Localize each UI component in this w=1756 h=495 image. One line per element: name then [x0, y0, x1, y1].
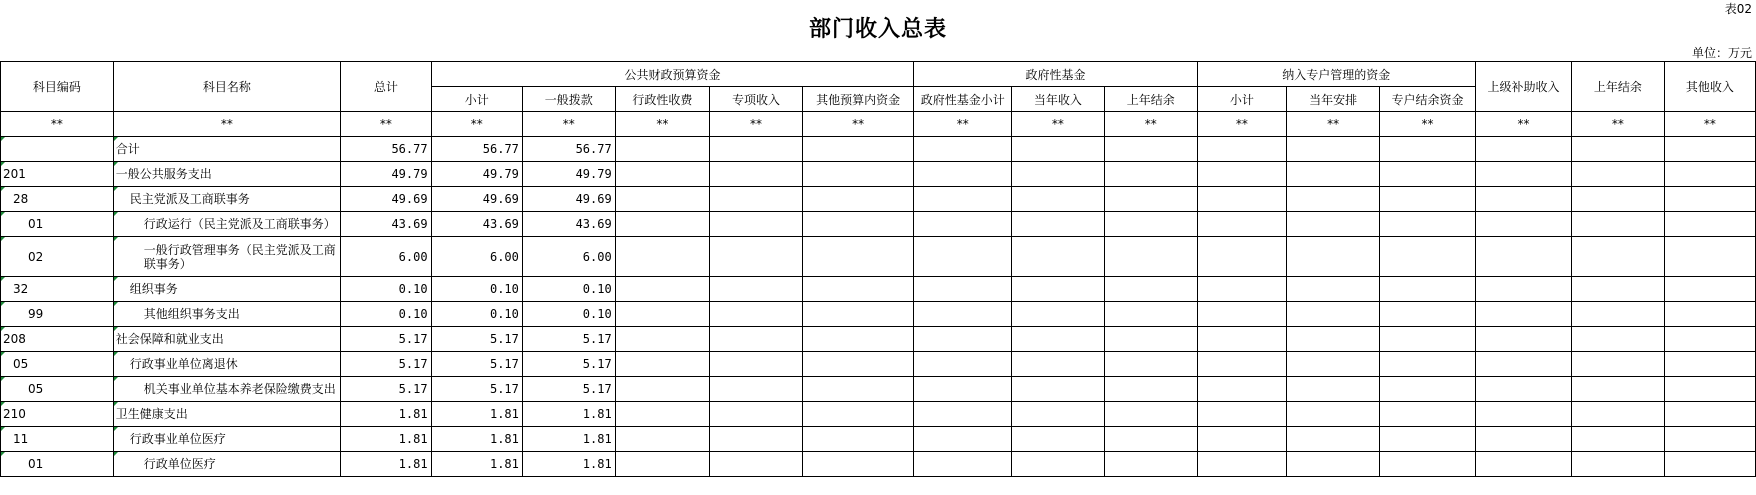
table-row — [1, 187, 1756, 212]
marker-cell: ** — [615, 112, 709, 137]
empty-cell — [1476, 402, 1572, 427]
empty-cell — [1197, 377, 1287, 402]
item-name-cell — [113, 327, 340, 352]
empty-cell — [914, 237, 1012, 277]
empty-cell — [1664, 212, 1755, 237]
empty-cell — [802, 237, 913, 277]
empty-cell — [1287, 187, 1380, 212]
empty-cell — [1476, 352, 1572, 377]
marker-cell: ** — [1379, 112, 1475, 137]
page-title: 部门收入总表 — [808, 16, 947, 42]
empty-cell — [1012, 427, 1105, 452]
empty-cell — [802, 137, 913, 162]
item-name-cell — [113, 237, 340, 277]
empty-cell — [1012, 237, 1105, 277]
empty-cell — [1664, 377, 1755, 402]
total-cell: 0.10 — [341, 277, 431, 302]
item-code-cell: 99 — [1, 302, 114, 327]
empty-cell — [1104, 212, 1197, 237]
empty-cell — [914, 162, 1012, 187]
general-cell: 5.17 — [522, 377, 615, 402]
col-header-gov-current: 当年收入 — [1012, 87, 1105, 112]
empty-cell — [710, 212, 803, 237]
empty-cell — [1197, 427, 1287, 452]
empty-cell — [1664, 137, 1755, 162]
empty-cell — [1197, 162, 1287, 187]
empty-cell — [1012, 402, 1105, 427]
empty-cell — [615, 352, 709, 377]
item-name-cell — [113, 302, 340, 327]
subtotal-cell: 5.17 — [431, 352, 522, 377]
subtotal-cell: 43.69 — [431, 212, 522, 237]
item-code-cell: 201 — [1, 162, 114, 187]
col-header-total: 总计 — [341, 62, 431, 112]
empty-cell — [1287, 352, 1380, 377]
empty-cell — [1287, 377, 1380, 402]
empty-cell — [1012, 277, 1105, 302]
col-header-sp-carry: 专户结余资金 — [1379, 87, 1475, 112]
empty-cell — [710, 427, 803, 452]
empty-cell — [1572, 352, 1665, 377]
empty-cell — [1476, 302, 1572, 327]
table-row — [1, 162, 1756, 187]
marker-cell: ** — [1, 112, 114, 137]
marker-cell: ** — [431, 112, 522, 137]
empty-cell — [1287, 212, 1380, 237]
item-name-text: 其他组织事务支出 — [143, 307, 240, 321]
empty-cell — [710, 352, 803, 377]
general-cell: 5.17 — [522, 352, 615, 377]
col-header-admin-fee: 行政性收费 — [615, 87, 709, 112]
table-row — [1, 377, 1756, 402]
total-cell: 5.17 — [341, 352, 431, 377]
empty-cell — [1664, 427, 1755, 452]
subtotal-cell: 56.77 — [431, 137, 522, 162]
subtotal-cell: 49.69 — [431, 187, 522, 212]
total-cell: 1.81 — [341, 427, 431, 452]
empty-cell — [615, 402, 709, 427]
empty-cell — [914, 327, 1012, 352]
col-header-prev-carry: 上年结余 — [1572, 62, 1665, 112]
item-name-text: 机关事业单位基本养老保险缴费支出 — [143, 382, 336, 396]
empty-cell — [1572, 377, 1665, 402]
col-header-other-income: 其他收入 — [1664, 62, 1755, 112]
empty-cell — [1197, 327, 1287, 352]
empty-cell — [914, 402, 1012, 427]
empty-cell — [1664, 352, 1755, 377]
empty-cell — [1476, 377, 1572, 402]
empty-cell — [1197, 137, 1287, 162]
item-name-cell — [113, 427, 340, 452]
table-row — [1, 302, 1756, 327]
general-cell: 1.81 — [522, 427, 615, 452]
empty-cell — [802, 377, 913, 402]
table-row — [1, 137, 1756, 162]
empty-cell — [1572, 402, 1665, 427]
total-cell: 6.00 — [341, 237, 431, 277]
empty-cell — [615, 187, 709, 212]
marker-cell: ** — [710, 112, 803, 137]
total-cell: 0.10 — [341, 302, 431, 327]
item-name-text: 行政事业单位医疗 — [129, 432, 226, 446]
marker-cell: ** — [522, 112, 615, 137]
general-cell: 49.69 — [522, 187, 615, 212]
table-row — [1, 427, 1756, 452]
subtotal-cell: 1.81 — [431, 452, 522, 477]
empty-cell — [1664, 237, 1755, 277]
empty-cell — [1104, 277, 1197, 302]
item-name-text: 社会保障和就业支出 — [115, 332, 224, 346]
item-name-cell — [113, 377, 340, 402]
item-code-cell: 05 — [1, 352, 114, 377]
item-name-cell — [113, 137, 340, 162]
empty-cell — [914, 212, 1012, 237]
empty-cell — [1197, 277, 1287, 302]
empty-cell — [1664, 402, 1755, 427]
empty-cell — [1287, 277, 1380, 302]
subtotal-cell: 0.10 — [431, 277, 522, 302]
marker-cell: ** — [1572, 112, 1665, 137]
empty-cell — [914, 187, 1012, 212]
empty-cell — [1197, 237, 1287, 277]
empty-cell — [802, 162, 913, 187]
col-header-superior: 上级补助收入 — [1476, 62, 1572, 112]
empty-cell — [615, 162, 709, 187]
empty-cell — [1664, 187, 1755, 212]
empty-cell — [1012, 212, 1105, 237]
empty-cell — [710, 302, 803, 327]
empty-cell — [1572, 137, 1665, 162]
empty-cell — [1476, 187, 1572, 212]
empty-cell — [1476, 162, 1572, 187]
empty-cell — [914, 352, 1012, 377]
empty-cell — [615, 452, 709, 477]
empty-cell — [1104, 452, 1197, 477]
empty-cell — [1287, 302, 1380, 327]
marker-cell: ** — [1197, 112, 1287, 137]
empty-cell — [1664, 277, 1755, 302]
empty-cell — [802, 187, 913, 212]
empty-cell — [1379, 137, 1475, 162]
empty-cell — [710, 162, 803, 187]
table-number: 表02 — [1724, 2, 1752, 16]
empty-cell — [1287, 162, 1380, 187]
empty-cell — [1104, 352, 1197, 377]
empty-cell — [802, 327, 913, 352]
item-code-cell: 28 — [1, 187, 114, 212]
empty-cell — [615, 377, 709, 402]
empty-cell — [1104, 302, 1197, 327]
general-cell: 5.17 — [522, 327, 615, 352]
empty-cell — [1572, 302, 1665, 327]
subtotal-cell: 49.79 — [431, 162, 522, 187]
empty-cell — [1476, 327, 1572, 352]
item-code-cell: 208 — [1, 327, 114, 352]
total-cell: 49.79 — [341, 162, 431, 187]
item-name-text: 行政事业单位离退休 — [129, 357, 238, 371]
empty-cell — [1379, 352, 1475, 377]
empty-cell — [1197, 212, 1287, 237]
col-header-gov-subtotal: 政府性基金小计 — [914, 87, 1012, 112]
empty-cell — [1012, 302, 1105, 327]
empty-cell — [710, 277, 803, 302]
unit-label: 单位：万元 — [1691, 46, 1752, 60]
empty-cell — [710, 377, 803, 402]
item-code-cell — [1, 137, 114, 162]
total-cell: 1.81 — [341, 452, 431, 477]
empty-cell — [914, 277, 1012, 302]
empty-cell — [615, 137, 709, 162]
subtotal-cell: 6.00 — [431, 237, 522, 277]
empty-cell — [1104, 402, 1197, 427]
empty-cell — [615, 427, 709, 452]
empty-cell — [1104, 137, 1197, 162]
income-summary-table — [0, 61, 1756, 477]
empty-cell — [710, 187, 803, 212]
empty-cell — [1197, 187, 1287, 212]
empty-cell — [1379, 327, 1475, 352]
col-group-public-budget: 公共财政预算资金 — [431, 62, 914, 87]
total-cell: 1.81 — [341, 402, 431, 427]
marker-cell: ** — [1664, 112, 1755, 137]
empty-cell — [1012, 352, 1105, 377]
empty-cell — [802, 427, 913, 452]
table-row — [1, 237, 1756, 277]
marker-cell: ** — [914, 112, 1012, 137]
general-cell: 0.10 — [522, 302, 615, 327]
empty-cell — [1379, 427, 1475, 452]
empty-cell — [1572, 237, 1665, 277]
general-cell: 56.77 — [522, 137, 615, 162]
col-header-sp-subtotal: 小计 — [1197, 87, 1287, 112]
empty-cell — [1012, 452, 1105, 477]
empty-cell — [802, 212, 913, 237]
empty-cell — [615, 277, 709, 302]
empty-cell — [914, 137, 1012, 162]
empty-cell — [1197, 452, 1287, 477]
empty-cell — [1664, 452, 1755, 477]
empty-cell — [1287, 402, 1380, 427]
total-cell: 5.17 — [341, 327, 431, 352]
empty-cell — [1379, 402, 1475, 427]
empty-cell — [1197, 352, 1287, 377]
item-name-text: 一般公共服务支出 — [115, 167, 212, 181]
item-code-cell: 05 — [1, 377, 114, 402]
empty-cell — [710, 402, 803, 427]
col-group-special-account: 纳入专户管理的资金 — [1197, 62, 1475, 87]
empty-cell — [802, 452, 913, 477]
item-name-text: 合计 — [115, 142, 140, 156]
empty-cell — [1287, 137, 1380, 162]
col-header-subtotal: 小计 — [431, 87, 522, 112]
empty-cell — [1012, 327, 1105, 352]
empty-cell — [914, 452, 1012, 477]
empty-cell — [1664, 162, 1755, 187]
empty-cell — [1012, 137, 1105, 162]
item-name-cell — [113, 187, 340, 212]
empty-cell — [1104, 237, 1197, 277]
empty-cell — [1476, 427, 1572, 452]
marker-cell: ** — [113, 112, 340, 137]
empty-cell — [1476, 212, 1572, 237]
empty-cell — [1287, 237, 1380, 277]
subtotal-cell: 0.10 — [431, 302, 522, 327]
item-code-cell: 01 — [1, 452, 114, 477]
table-row — [1, 352, 1756, 377]
empty-cell — [1104, 187, 1197, 212]
empty-cell — [1664, 327, 1755, 352]
empty-cell — [1012, 187, 1105, 212]
empty-cell — [802, 352, 913, 377]
empty-cell — [802, 302, 913, 327]
empty-cell — [914, 377, 1012, 402]
item-name-cell — [113, 162, 340, 187]
empty-cell — [1379, 452, 1475, 477]
table-row — [1, 452, 1756, 477]
empty-cell — [710, 327, 803, 352]
subtotal-cell: 1.81 — [431, 402, 522, 427]
table-row — [1, 327, 1756, 352]
empty-cell — [1379, 187, 1475, 212]
empty-cell — [1572, 187, 1665, 212]
item-name-cell — [113, 277, 340, 302]
empty-cell — [1572, 212, 1665, 237]
col-header-code: 科目编码 — [1, 62, 114, 112]
empty-cell — [1572, 162, 1665, 187]
col-group-gov-fund: 政府性基金 — [914, 62, 1197, 87]
empty-cell — [914, 302, 1012, 327]
empty-cell — [615, 327, 709, 352]
empty-cell — [615, 302, 709, 327]
empty-cell — [1287, 327, 1380, 352]
marker-cell: ** — [1287, 112, 1380, 137]
empty-cell — [710, 452, 803, 477]
empty-cell — [1379, 302, 1475, 327]
total-cell: 49.69 — [341, 187, 431, 212]
item-name-text: 行政单位医疗 — [143, 457, 216, 471]
empty-cell — [1104, 162, 1197, 187]
marker-cell: ** — [1012, 112, 1105, 137]
general-cell: 6.00 — [522, 237, 615, 277]
table-row — [1, 402, 1756, 427]
empty-cell — [1572, 427, 1665, 452]
subtotal-cell: 5.17 — [431, 327, 522, 352]
col-header-other-budget: 其他预算内资金 — [802, 87, 913, 112]
empty-cell — [710, 137, 803, 162]
empty-cell — [1012, 162, 1105, 187]
item-name-text: 一般行政管理事务（民主党派及工商联事务） — [143, 242, 336, 271]
empty-cell — [1476, 452, 1572, 477]
empty-cell — [1572, 452, 1665, 477]
item-code-cell: 02 — [1, 237, 114, 277]
general-cell: 49.79 — [522, 162, 615, 187]
item-name-text: 卫生健康支出 — [115, 407, 188, 421]
empty-cell — [802, 402, 913, 427]
item-name-text: 组织事务 — [129, 282, 178, 296]
item-name-cell — [113, 352, 340, 377]
empty-cell — [1476, 237, 1572, 277]
item-code-cell: 210 — [1, 402, 114, 427]
item-name-cell — [113, 452, 340, 477]
general-cell: 43.69 — [522, 212, 615, 237]
empty-cell — [1379, 162, 1475, 187]
empty-cell — [615, 212, 709, 237]
empty-cell — [1197, 302, 1287, 327]
col-header-gov-carry: 上年结余 — [1104, 87, 1197, 112]
empty-cell — [1197, 402, 1287, 427]
table-row — [1, 212, 1756, 237]
subtotal-cell: 1.81 — [431, 427, 522, 452]
empty-cell — [1379, 237, 1475, 277]
subtotal-cell: 5.17 — [431, 377, 522, 402]
marker-cell: ** — [802, 112, 913, 137]
empty-cell — [914, 427, 1012, 452]
empty-cell — [1379, 277, 1475, 302]
empty-cell — [1287, 452, 1380, 477]
marker-cell: ** — [1104, 112, 1197, 137]
empty-cell — [1379, 377, 1475, 402]
empty-cell — [710, 237, 803, 277]
empty-cell — [1572, 327, 1665, 352]
item-name-text: 行政运行（民主党派及工商联事务） — [143, 217, 336, 231]
empty-cell — [1104, 377, 1197, 402]
item-name-text: 民主党派及工商联事务 — [129, 192, 250, 206]
empty-cell — [1476, 277, 1572, 302]
item-name-cell — [113, 402, 340, 427]
empty-cell — [1572, 277, 1665, 302]
col-header-sp-current: 当年安排 — [1287, 87, 1380, 112]
marker-cell: ** — [1476, 112, 1572, 137]
total-cell: 56.77 — [341, 137, 431, 162]
empty-cell — [615, 237, 709, 277]
item-code-cell: 32 — [1, 277, 114, 302]
item-name-cell — [113, 212, 340, 237]
col-header-name: 科目名称 — [113, 62, 340, 112]
empty-cell — [1104, 327, 1197, 352]
general-cell: 1.81 — [522, 452, 615, 477]
col-header-special-income: 专项收入 — [710, 87, 803, 112]
empty-cell — [1012, 377, 1105, 402]
total-cell: 5.17 — [341, 377, 431, 402]
col-header-general: 一般拨款 — [522, 87, 615, 112]
total-cell: 43.69 — [341, 212, 431, 237]
empty-cell — [1664, 302, 1755, 327]
general-cell: 0.10 — [522, 277, 615, 302]
empty-cell — [1476, 137, 1572, 162]
empty-cell — [1287, 427, 1380, 452]
table-row — [1, 277, 1756, 302]
marker-row — [1, 112, 1756, 137]
item-code-cell: 01 — [1, 212, 114, 237]
empty-cell — [1104, 427, 1197, 452]
empty-cell — [802, 277, 913, 302]
empty-cell — [1379, 212, 1475, 237]
marker-cell: ** — [341, 112, 431, 137]
general-cell: 1.81 — [522, 402, 615, 427]
item-code-cell: 11 — [1, 427, 114, 452]
